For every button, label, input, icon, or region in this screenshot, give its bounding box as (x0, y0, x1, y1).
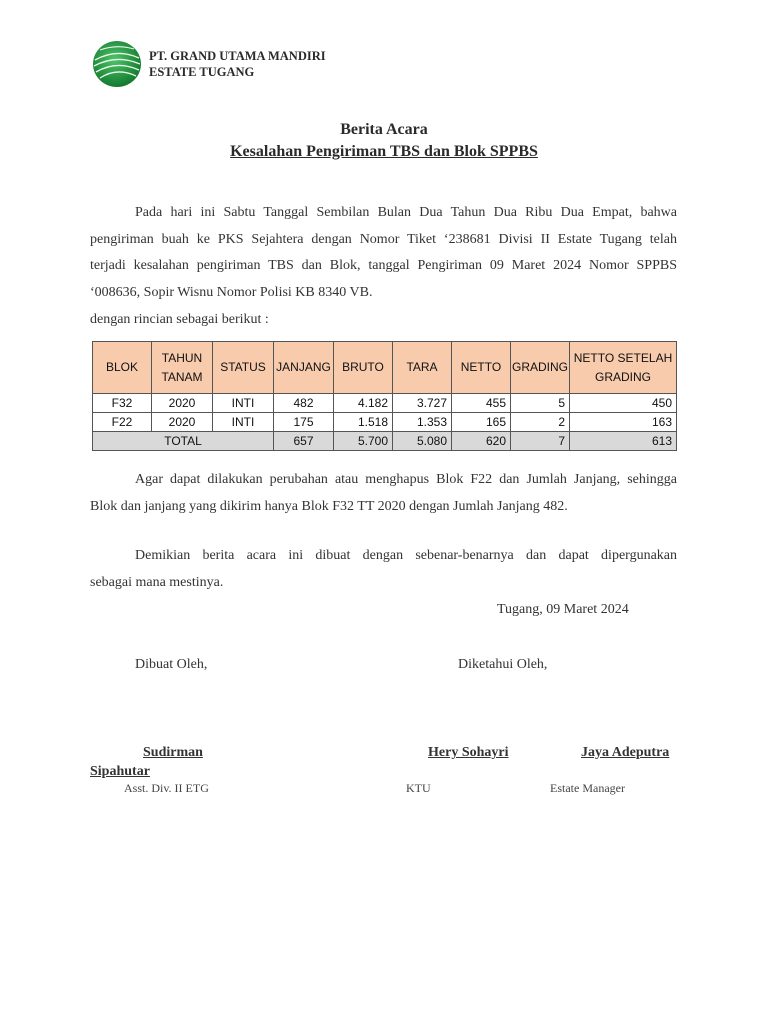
cell-tara: 3.727 (393, 394, 452, 413)
header-netto-setelah-grading (570, 342, 677, 394)
paragraph-line: pengiriman buah ke PKS Sejahtera dengan Nomor Tiket ‘238681 Divisi II Estate Tugang telah (90, 231, 677, 247)
shipment-details-table (92, 341, 677, 451)
cell-netto-setelah: 163 (570, 413, 677, 432)
total-janjang: 657 (274, 432, 334, 451)
header-tahun-line2: TANAM (161, 369, 203, 384)
total-bruto: 5.700 (334, 432, 393, 451)
cell-janjang: 175 (274, 413, 334, 432)
signer1-role: Asst. Div. II ETG (124, 781, 209, 795)
signer2-role: KTU (406, 781, 431, 795)
header-netto-setelah-line1: NETTO SETELAH (573, 350, 673, 365)
total-netto-setelah: 613 (570, 432, 677, 451)
cell-tahun: 2020 (152, 413, 213, 432)
document-subtitle-text: Kesalahan Pengiriman TBS dan Blok SPPBS (230, 143, 538, 160)
cell-netto-setelah: 450 (570, 394, 677, 413)
known-by-label: Diketahui Oleh, (458, 657, 548, 672)
header-bruto: BRUTO (334, 342, 393, 394)
table-row (93, 413, 677, 432)
signer3-role: Estate Manager (550, 781, 625, 795)
paragraph-line: Demikian berita acara ini dibuat dengan sebenar-benarnya dan dapat dipergunakan (135, 548, 677, 563)
header-blok: BLOK (93, 342, 152, 394)
estate-name: ESTATE TUGANG (149, 65, 255, 79)
total-grading: 7 (511, 432, 570, 451)
header-janjang: JANJANG (274, 342, 334, 394)
cell-netto: 455 (452, 394, 511, 413)
paragraph-line: ‘008636, Sopir Wisnu Nomor Polisi KB 8340 VB. (90, 285, 373, 301)
cell-janjang: 482 (274, 394, 334, 413)
header-netto: NETTO (452, 342, 511, 394)
document-subtitle (0, 143, 768, 161)
paragraph-line: sebagai mana mestinya. (90, 574, 224, 590)
cell-status: INTI (213, 413, 274, 432)
header-netto-setelah-line2: GRADING (594, 369, 651, 384)
cell-blok: F32 (93, 394, 152, 413)
intro-paragraph (90, 200, 677, 307)
paragraph-line: Pada hari ini Sabtu Tanggal Sembilan Bulan Dua Tahun Dua Ribu Dua Empat, bahwa (135, 205, 677, 220)
total-label: TOTAL (93, 432, 274, 451)
details-label: dengan rincian sebagai berikut : (90, 312, 269, 327)
cell-grading: 5 (511, 394, 570, 413)
cell-tahun: 2020 (152, 394, 213, 413)
header-tara: TARA (393, 342, 452, 394)
company-logo-icon (92, 40, 142, 88)
header-tahun-tanam (152, 342, 213, 394)
signer3-name: Jaya Adeputra (581, 745, 670, 760)
total-tara: 5.080 (393, 432, 452, 451)
paragraph-line: Blok dan janjang yang dikirim hanya Blok F32 TT 2020 dengan Jumlah Janjang 482. (90, 498, 568, 514)
place-date: Tugang, 09 Maret 2024 (497, 602, 629, 617)
cell-blok: F22 (93, 413, 152, 432)
company-header (149, 48, 326, 80)
cell-grading: 2 (511, 413, 570, 432)
closing-paragraph (90, 543, 677, 596)
signer2-name: Hery Sohayri (428, 745, 509, 760)
cell-status: INTI (213, 394, 274, 413)
cell-netto: 165 (452, 413, 511, 432)
paragraph-line: terjadi kesalahan pengiriman TBS dan Blok, tanggal Pengiriman 09 Maret 2024 Nomor SPPBS (90, 258, 677, 274)
header-status: STATUS (213, 342, 274, 394)
cell-tara: 1.353 (393, 413, 452, 432)
header-grading: GRADING (511, 342, 570, 394)
table-header-row (93, 342, 677, 394)
header-tahun-line1: TAHUN (161, 350, 203, 365)
cell-bruto: 1.518 (334, 413, 393, 432)
company-name: PT. GRAND UTAMA MANDIRI (149, 49, 326, 63)
signer3-name-continued: Sipahutar (90, 764, 150, 779)
signer1-name: Sudirman (143, 745, 203, 760)
total-netto: 620 (452, 432, 511, 451)
paragraph-line: Agar dapat dilakukan perubahan atau menghapus Blok F22 dan Jumlah Janjang, sehingga (135, 472, 677, 487)
table-row (93, 394, 677, 413)
request-paragraph (90, 467, 677, 520)
cell-bruto: 4.182 (334, 394, 393, 413)
made-by-label: Dibuat Oleh, (135, 657, 208, 672)
table-total-row (93, 432, 677, 451)
document-title: Berita Acara (340, 121, 428, 138)
